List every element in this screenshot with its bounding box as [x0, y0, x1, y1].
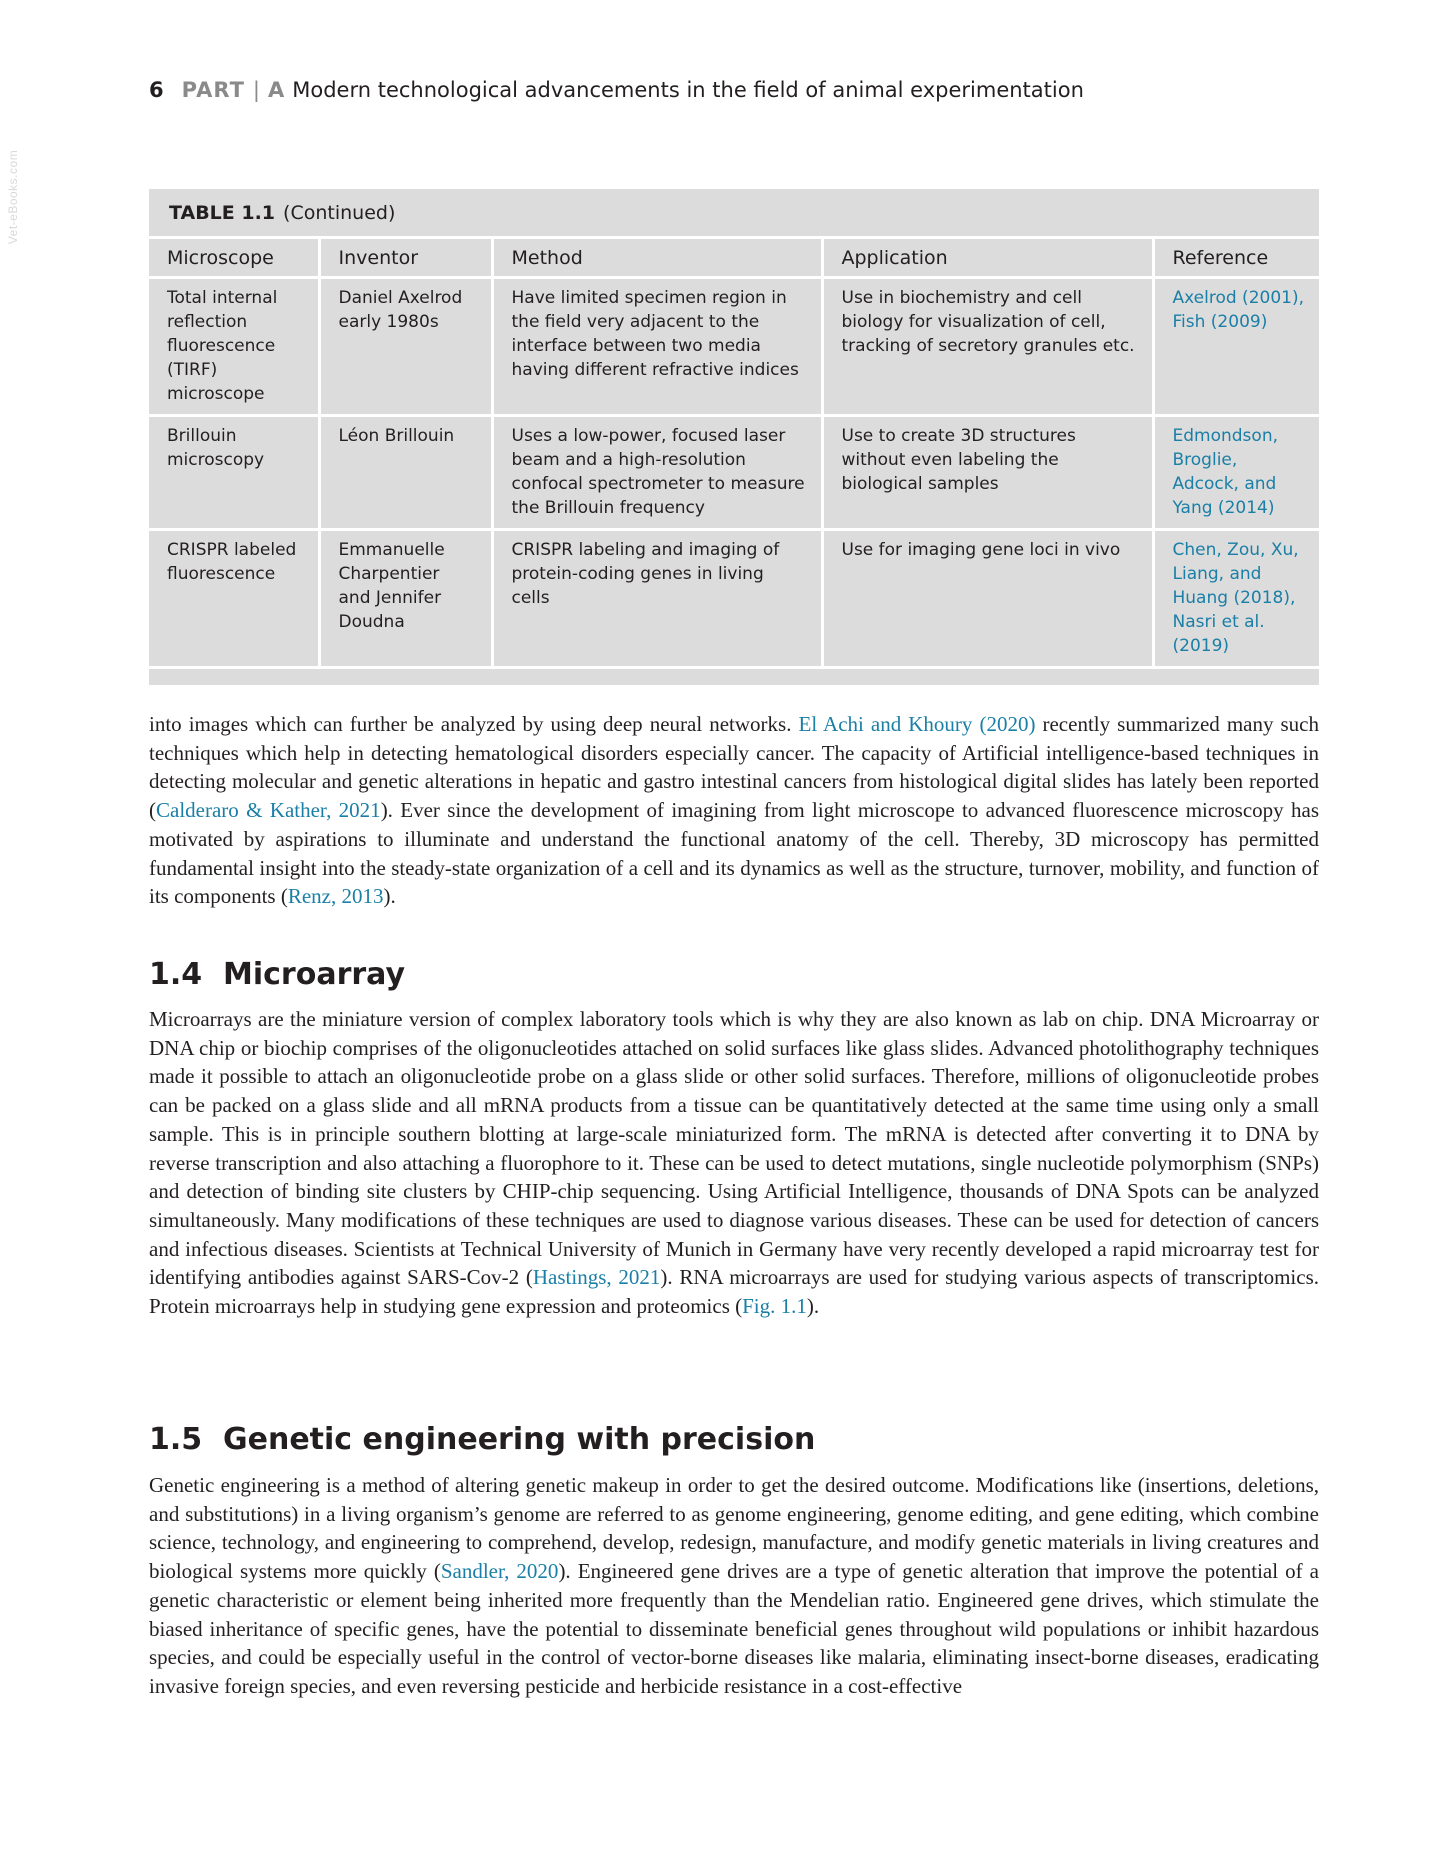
- cell-method: Have limited specimen region in the field very adjacent to the interface between two media having different refractive indices: [492, 277, 822, 415]
- citation-link[interactable]: Hastings, 2021: [532, 1265, 661, 1290]
- cell-application: Use to create 3D structures without even labeling the biological samples: [822, 415, 1153, 529]
- cell-method: CRISPR labeling and imaging of protein-coding genes in living cells: [492, 529, 822, 666]
- text-run: ).: [806, 1294, 820, 1319]
- table-caption: [149, 189, 1319, 239]
- cell-method: Uses a low-power, focused laser beam and a high-resolution confocal spectrometer to measure the Brillouin frequency: [492, 415, 822, 529]
- cell-reference-link[interactable]: Edmondson, Broglie, Adcock, and Yang (2014): [1153, 415, 1319, 529]
- citation-link[interactable]: Calderaro & Kather, 2021: [156, 798, 381, 823]
- section-heading-genetic-engineering: [149, 1422, 815, 1457]
- column-header: Method: [492, 239, 822, 277]
- cell-microscope: CRISPR labeled fluorescence: [149, 529, 319, 666]
- column-header: Application: [822, 239, 1153, 277]
- citation-link[interactable]: Renz, 2013: [287, 884, 384, 909]
- text-run: into images which can further be analyzed by using deep neural networks.: [149, 712, 799, 736]
- table-row: [149, 277, 1319, 415]
- table-row: [149, 529, 1319, 666]
- cell-microscope: Brillouin microscopy: [149, 415, 319, 529]
- column-header: Inventor: [319, 239, 492, 277]
- table-caption-text: (Continued): [283, 201, 396, 224]
- page-number: 6: [149, 78, 164, 102]
- section-number: 1.4: [149, 957, 203, 992]
- cell-reference-link[interactable]: Chen, Zou, Xu, Liang, and Huang (2018), Nasri et al. (2019): [1172, 539, 1299, 656]
- watermark: Vet-eBooks.com: [6, 149, 21, 245]
- text-run: ). Engineered gene drives are a type of genetic alteration that improve the potential of a genetic characteristic or element being inherited more frequently than the Mendelian ratio. Engineered gene drives, which stimulate the biased inheritance of specific genes, have the potential to disseminate beneficial genes throughout wild populations or inhibit hazardous species, and could be especially useful in the control of vector-borne diseases like malaria, eliminating insect-borne diseases, eradicating invasive foreign species, and even reversing pesticide and herbicide resistance in a cost-effective: [149, 1559, 1319, 1698]
- cell-inventor: Daniel Axelrod early 1980s: [319, 277, 492, 415]
- running-head: [149, 78, 1084, 102]
- cell-reference-link[interactable]: Axelrod (2001), Fish (2009): [1153, 277, 1319, 415]
- cell-application: Use for imaging gene loci in vivo: [822, 529, 1153, 666]
- text-run: ). RNA microarrays are used for studying various aspects of transcriptomics. Protein microarrays help in studying gene expression and proteomics (: [149, 1265, 1319, 1319]
- citation-link[interactable]: El Achi and Khoury (2020): [798, 712, 1036, 736]
- section-title: Microarray: [223, 957, 406, 992]
- paragraph-imaging: [149, 710, 1319, 911]
- text-run: Genetic engineering is a method of altering genetic makeup in order to get the desired outcome. Modifications like (insertions, deletions, and substitutions) in a living organism’s genome are referred to as genome engineering, genome editing, and gene editing, which combine science, technology, and engineering to comprehend, develop, redesign, manufacture, and modify genetic materials in living creatures and biological systems more quickly (: [149, 1473, 1319, 1584]
- text-run: ). Ever since the development of imagining from light microscope to advanced fluorescence microscopy has motivated by aspirations to illuminate and understand the functional anatomy of the cell. Thereby, 3D microscopy has permitted fundamental insight into the steady-state organization of a cell and its dynamics as well as the structure, turnover, mobility, and function of its components (: [149, 798, 1319, 909]
- section-title: Genetic engineering with precision: [223, 1422, 816, 1457]
- column-header: Reference: [1153, 239, 1319, 277]
- cell-inventor: Emmanuelle Charpentier and Jennifer Doudna: [319, 529, 492, 666]
- part-separator: |: [252, 78, 260, 102]
- section-heading-microarray: [149, 957, 405, 992]
- column-header: Microscope: [149, 239, 319, 277]
- text-run: ).: [383, 884, 396, 909]
- table-row: [149, 415, 1319, 529]
- table-header-row: [149, 239, 1319, 277]
- table-footer-bar: [149, 666, 1319, 685]
- paragraph-genetic-engineering: [149, 1471, 1319, 1701]
- figure-link[interactable]: Fig. 1.1: [742, 1294, 807, 1319]
- citation-link[interactable]: Sandler, 2020: [440, 1559, 559, 1584]
- cell-inventor: Léon Brillouin: [319, 415, 492, 529]
- part-label: PART: [181, 78, 245, 102]
- text-run: Microarrays are the miniature version of complex laboratory tools which is why they are also known as lab on chip. DNA Microarray or DNA chip or biochip comprises of the oligonucleotides attached on solid surfaces like glass slides. Advanced photolithography techniques made it possible to attach an oligonucleotide probe on a glass slide or other solid surfaces. Therefore, millions of oligonucleotide probes can be packed on a glass slide and all mRNA products from a tissue can be quantitatively detected at the same time using only a small sample. This is in principle southern blotting at large-scale miniaturized form. The mRNA is detected after converting it to DNA by reverse transcription and also attaching a fluorophore to it. These can be used to detect mutations, single nucleotide polymorphism (SNPs) and detection of binding site clusters by CHIP-chip sequencing. Using Artificial Intelligence, thousands of DNA Spots can be analyzed simultaneously. Many modifications of these techniques are used to diagnose various diseases. These can be used for detection of cancers and infectious diseases. Scientists at Technical University of Munich in Germany have very recently developed a rapid microarray test for identifying antibodies against SARS-Cov-2 (: [149, 1007, 1319, 1290]
- table-label: TABLE 1.1: [169, 201, 276, 224]
- table-grid: [149, 239, 1319, 666]
- part-title: Modern technological advancements in the field of animal experimentation: [292, 78, 1084, 102]
- paragraph-microarray: [149, 1005, 1319, 1321]
- cell-application: Use in biochemistry and cell biology for visualization of cell, tracking of secretory granules etc.: [822, 277, 1153, 415]
- table-1-1: [149, 189, 1319, 685]
- part-letter: A: [267, 78, 285, 102]
- section-number: 1.5: [149, 1422, 203, 1457]
- text-run: recently summarized many such techniques which help in detecting hematological disorders especially cancer. The capacity of Artificial intelligence-based techniques in detecting molecular and genetic alterations in hepatic and gastro intestinal cancers from histological digital slides has lately been reported (: [149, 712, 1320, 823]
- cell-microscope: Total internal reflection fluorescence (TIRF) microscope: [149, 277, 319, 415]
